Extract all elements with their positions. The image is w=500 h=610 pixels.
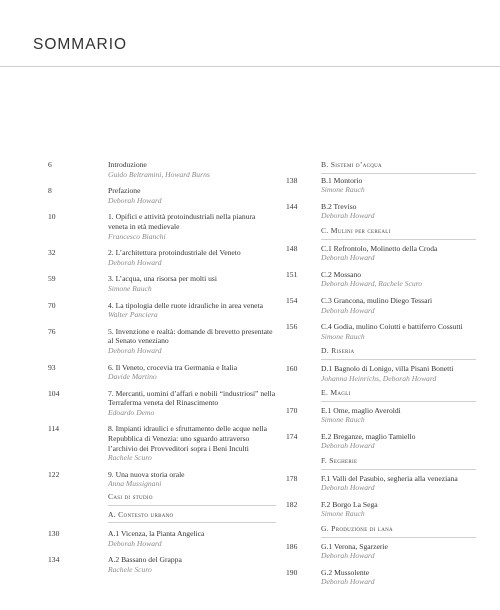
entry-author: Walter Panciera (108, 310, 158, 320)
toc-entry[interactable] (286, 270, 476, 289)
page-number: 114 (48, 424, 60, 434)
entry-author: Deborah Howard (321, 253, 375, 263)
page-number: 138 (286, 175, 298, 185)
toc-entry[interactable] (48, 529, 276, 548)
entry-title: B.2 Treviso (321, 201, 357, 211)
section-heading: F. Segherie (321, 456, 358, 466)
toc-entry[interactable] (48, 470, 276, 489)
toc-section (48, 492, 276, 506)
entry-title: 3. L’acqua, una risorsa per molti usi (108, 274, 217, 284)
entry-title: E.1 Ome, maglio Averoldi (321, 405, 401, 415)
entry-author: Deborah Howard (108, 345, 162, 355)
page-number: 186 (286, 541, 298, 551)
page-number: 6 (48, 160, 52, 169)
entry-title: Introduzione (108, 160, 147, 169)
entry-title: D.1 Bagnolo di Lonigo, villa Pisani Bonetti (321, 363, 454, 373)
toc-entry[interactable] (286, 244, 476, 263)
page-title: SOMMARIO (33, 36, 128, 53)
toc-entry[interactable] (286, 474, 476, 493)
toc-right-column (286, 160, 476, 587)
section-divider (321, 469, 476, 470)
page-number: 70 (48, 300, 56, 310)
entry-title: C.4 Godia, mulino Coiutti e battiferro Cossutti (321, 322, 463, 332)
page-number: 8 (48, 186, 52, 196)
section-heading: E. Magli (321, 388, 351, 398)
entry-author: Simone Rauch (321, 185, 365, 195)
entry-author: Deborah Howard (108, 538, 162, 548)
entry-author: Deborah Howard (321, 577, 375, 587)
toc-entry[interactable] (286, 296, 476, 315)
entry-title: G.2 Mussolente (321, 567, 370, 577)
page-number: 178 (286, 473, 298, 483)
page-number: 130 (48, 529, 60, 539)
entry-title: 1. Opifici e attività protoindustriali nella pianura veneta in età medievale (108, 212, 256, 231)
entry-author: Deborah Howard (321, 211, 375, 221)
section-heading: B. Sistemi d’acqua (321, 160, 382, 169)
entry-title: 6. Il Veneto, crocevia tra Germania e Italia (108, 362, 238, 372)
toc-section (286, 388, 476, 402)
page-number: 148 (286, 243, 298, 253)
toc-entry[interactable] (48, 327, 276, 356)
entry-author: Anna Mussignani (108, 479, 162, 489)
toc-entry[interactable] (48, 389, 276, 418)
toc-entry[interactable] (286, 406, 476, 425)
entry-title: A.1 Vicenza, la Pianta Angelica (108, 529, 205, 539)
page-number: 160 (286, 363, 298, 373)
entry-author: Johanna Heinrichs, Deborah Howard (321, 373, 437, 383)
section-heading: C. Mulini per cereali (321, 225, 391, 235)
entry-author: Deborah Howard (108, 257, 162, 267)
entry-author: Deborah Howard (321, 305, 375, 315)
toc-entry[interactable] (286, 432, 476, 451)
entry-title: 5. Invenzione e realtà: domande di brevetto presentate al Senato veneziano (108, 326, 273, 346)
entry-author: Rachele Scuro (108, 453, 152, 463)
entry-title: 8. Impianti idraulici e sfruttamento delle acque nella Repubblica di Venezia: uno sguardo attraverso l’archivio dei Provveditori sopra i Beni Inculti (108, 424, 267, 453)
toc-section (48, 510, 276, 524)
page-number: 170 (286, 405, 298, 415)
entry-title: 9. Una nuova storia orale (108, 469, 185, 479)
entry-author: Deborah Howard (321, 483, 375, 493)
entry-author: Simone Rauch (321, 509, 365, 519)
toc-section (286, 160, 476, 174)
entry-title: C.3 Grancona, mulino Diego Tessari (321, 295, 433, 305)
entry-title: C.1 Refrontolo, Molinetto della Croda (321, 243, 438, 253)
section-divider (321, 537, 476, 538)
section-divider (108, 505, 276, 506)
page-number: 134 (48, 555, 60, 565)
section-heading: A. Contesto urbano (108, 509, 174, 519)
page-number: 182 (286, 499, 298, 509)
page-number: 151 (286, 269, 298, 279)
toc-section (286, 346, 476, 360)
page-number: 156 (286, 322, 298, 332)
page-number: 144 (286, 201, 298, 211)
entry-author: Davide Martino (108, 372, 157, 382)
toc-entry[interactable] (286, 542, 476, 561)
toc-section (286, 456, 476, 470)
toc-entry[interactable] (48, 186, 276, 205)
page-number: 32 (48, 248, 56, 258)
page-number: 122 (48, 469, 60, 479)
entry-author: Simone Rauch (321, 331, 365, 341)
entry-title: A.2 Bassano del Grappa (108, 555, 182, 565)
section-heading: G. Produzione di lana (321, 524, 393, 534)
entry-title: C.2 Mossano (321, 269, 362, 279)
toc-left-column (48, 160, 276, 575)
page-number: 190 (286, 567, 298, 577)
entry-author: Deborah Howard (321, 441, 375, 451)
entry-author: Guido Beltramini, Howard Burns (108, 169, 210, 179)
section-heading: D. Riseria (321, 346, 355, 356)
entry-author: Deborah Howard (321, 551, 375, 561)
entry-title: 4. La tipologia delle ruote idrauliche in area veneta (108, 300, 263, 310)
entry-title: Prefazione (108, 186, 141, 196)
toc-section (286, 524, 476, 538)
section-divider (108, 522, 276, 523)
page-number: 59 (48, 274, 56, 284)
page-number: 76 (48, 326, 56, 336)
entry-author: Edoardo Demo (108, 407, 155, 417)
toc-entry[interactable] (286, 202, 476, 221)
entry-title: G.1 Verona, Sgarzerie (321, 541, 388, 551)
toc-entry[interactable] (48, 160, 276, 179)
toc-entry[interactable] (48, 301, 276, 320)
section-divider (321, 401, 476, 402)
toc-entry[interactable] (48, 363, 276, 382)
toc-entry[interactable] (286, 176, 476, 195)
page-number: 93 (48, 362, 56, 372)
entry-title: E.2 Breganze, maglio Tamiello (321, 431, 416, 441)
toc-section (286, 226, 476, 240)
section-heading: Casi di studio (108, 492, 153, 502)
toc-entry[interactable] (48, 212, 276, 241)
toc-entry[interactable] (48, 555, 276, 574)
toc-entry[interactable] (286, 500, 476, 519)
toc-entry[interactable] (286, 322, 476, 341)
toc-entry[interactable] (48, 424, 276, 462)
page-number: 104 (48, 388, 60, 398)
page-number: 154 (286, 295, 298, 305)
section-divider (321, 173, 476, 174)
entry-title: 7. Mercanti, uomini d’affari e nobili “industriosi” nella Terraferma veneta del Rinascimento (108, 388, 276, 408)
page-number: 10 (48, 212, 56, 222)
entry-title: F.2 Borgo La Sega (321, 499, 378, 509)
toc-entry[interactable] (48, 248, 276, 267)
entry-title: 2. L’architettura protoindustriale del Veneto (108, 248, 241, 258)
section-divider (321, 239, 476, 240)
entry-author: Deborah Howard, Rachele Scuro (321, 279, 423, 289)
entry-title: B.1 Montorio (321, 175, 363, 185)
entry-author: Francesco Bianchi (108, 231, 166, 241)
header-rule (0, 66, 500, 67)
entry-author: Deborah Howard (108, 195, 162, 205)
page-number: 174 (286, 431, 298, 441)
entry-author: Simone Rauch (321, 415, 365, 425)
entry-author: Rachele Scuro (108, 565, 152, 574)
entry-title: F.1 Valli del Pasubio, segheria alla veneziana (321, 473, 458, 483)
toc-entry[interactable] (286, 364, 476, 383)
toc-entry[interactable] (286, 568, 476, 587)
section-divider (321, 359, 476, 360)
toc-entry[interactable] (48, 274, 276, 293)
entry-author: Simone Rauch (108, 283, 152, 293)
